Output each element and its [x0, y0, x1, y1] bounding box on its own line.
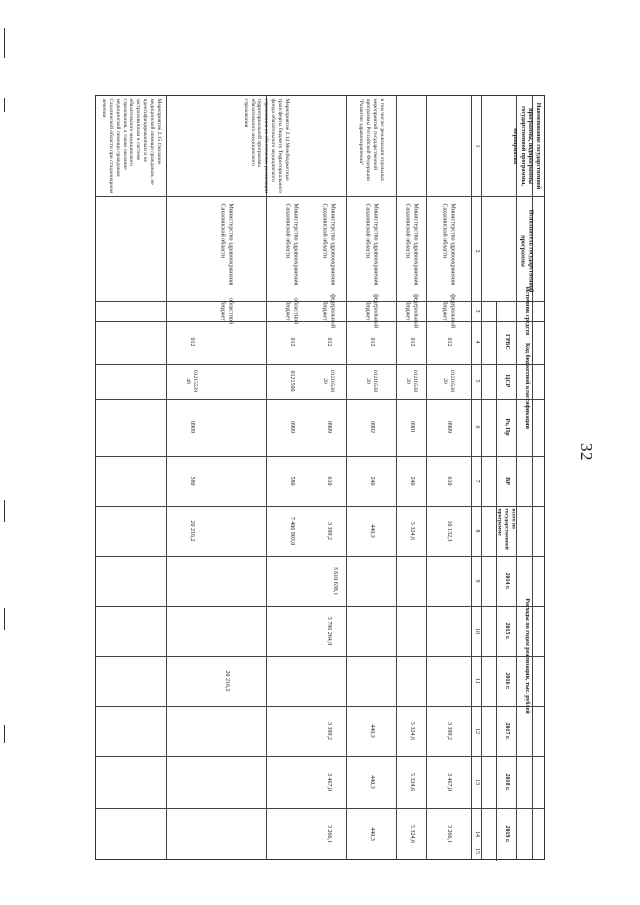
- row-2016: 20 216,2: [223, 670, 230, 692]
- column-number: 13: [473, 779, 480, 785]
- row-line: [266, 96, 267, 859]
- row-grbs: 012: [288, 337, 295, 347]
- column-number: 9: [473, 579, 480, 583]
- row-rzpr: 0909: [325, 421, 332, 433]
- column-number: 4: [473, 340, 480, 344]
- header-year: 2018 г.: [503, 773, 510, 791]
- row-grbs: 012: [325, 337, 332, 347]
- column-number: 3: [473, 309, 480, 313]
- row-csr: 01215539 40: [185, 370, 198, 392]
- margin-mark: [4, 98, 5, 112]
- row-grbs: 012: [408, 337, 415, 347]
- col-line: [96, 506, 544, 507]
- row-2017: 440,3: [368, 724, 375, 738]
- page-number: 32: [577, 443, 596, 461]
- row-rzpr: 0901: [408, 421, 415, 433]
- row-line: [481, 96, 482, 859]
- col-line: [96, 456, 544, 457]
- column-number: 12: [473, 728, 480, 734]
- row-name: Мероприятие 2.14 Межбюджетные трансферты бюджету Территориального фонда обязательного медицинского страхования на обеспечение реализации территориальной программы обязательного медицинского страхования: [242, 98, 291, 193]
- column-number: 7: [473, 479, 480, 483]
- row-rzpr: 0909: [288, 421, 295, 433]
- col-line: [96, 556, 544, 557]
- header-kbk: Код бюджетной классификации: [523, 343, 530, 429]
- row-source: федеральный бюджет: [405, 293, 419, 329]
- row-name: в том числе: реализация отдельных мероприятий государственной программы Российской Федерации "Развитие здравоохранения": [358, 98, 385, 182]
- header-year: 2015 г.: [503, 622, 510, 640]
- row-2017: 5 324,6: [408, 722, 415, 740]
- row-grbs: 012: [368, 337, 375, 347]
- row-line: [166, 96, 167, 859]
- row-total: 20 216,2: [188, 520, 195, 542]
- budget-table: [95, 95, 545, 860]
- row-executor: Министерство здравоохранения Сахалинской области: [365, 203, 379, 286]
- row-2019: 440,3: [368, 827, 375, 841]
- row-source: федеральный бюджет: [365, 293, 379, 329]
- col-line: [96, 706, 544, 707]
- row-executor: Министерство здравоохранения Сахалинской области: [442, 203, 456, 286]
- margin-mark: [4, 28, 5, 58]
- header-vr: ВР: [503, 477, 510, 485]
- header-col2: Исполнитель государственной программы: [520, 209, 534, 293]
- row-line: [496, 301, 497, 861]
- row-line: [471, 96, 472, 859]
- row-source: федеральный бюджет: [442, 293, 456, 329]
- margin-mark: [4, 500, 5, 522]
- row-executor: Министерство здравоохранения Сахалинской области: [322, 203, 336, 286]
- row-2017: 3 399,2: [445, 722, 452, 740]
- row-2018: 5 324,6: [408, 773, 415, 791]
- row-vr: 580: [288, 476, 295, 486]
- row-total: 3 399,2: [325, 522, 332, 540]
- header-col3: Источник средств: [523, 286, 530, 336]
- column-number: 10: [473, 628, 480, 634]
- row-total: 5 324,6: [408, 522, 415, 540]
- row-rzpr: 0909: [188, 421, 195, 433]
- row-csr: 01216538 20: [322, 370, 335, 392]
- column-number: 2: [473, 249, 480, 253]
- row-2019: 5 324,6: [408, 825, 415, 843]
- column-number: 8: [473, 529, 480, 533]
- row-csr: 01216538 20: [365, 370, 378, 392]
- row-total: 7 406 903,0: [288, 516, 295, 546]
- row-line: [516, 96, 517, 859]
- column-number: 11: [473, 678, 480, 684]
- header-year: 2017 г.: [503, 722, 510, 740]
- col-line: [96, 399, 544, 400]
- header-expenses: Расходы по годам реализации, тыс. рублей: [523, 598, 530, 714]
- row-source: федеральный бюджет: [322, 293, 336, 329]
- row-vr: 580: [188, 476, 195, 486]
- row-source: областной бюджет: [220, 297, 234, 325]
- row-source: областной бюджет: [285, 297, 299, 325]
- column-number: 1: [473, 144, 480, 148]
- col-line: [96, 656, 544, 657]
- row-vr: 610: [325, 476, 332, 486]
- row-2018: 440,3: [368, 775, 375, 789]
- column-number: 6: [473, 425, 480, 429]
- column-number: 15: [473, 848, 480, 854]
- row-vr: 240: [368, 476, 375, 486]
- row-line: [396, 96, 397, 859]
- column-number: 14: [473, 831, 480, 837]
- row-line: [426, 96, 427, 859]
- row-grbs: 012: [188, 337, 195, 347]
- row-grbs: 012: [445, 337, 452, 347]
- col-line: [96, 606, 544, 607]
- row-2019: 3 266,1: [445, 825, 452, 843]
- row-total: 10 132,3: [445, 520, 452, 542]
- row-2019: 3 266,1: [325, 825, 332, 843]
- header-grbs: ГРБС: [503, 334, 510, 350]
- row-rzpr: 0902: [368, 421, 375, 433]
- col-line: [96, 756, 544, 757]
- column-number: 5: [473, 379, 480, 383]
- row-rzpr: 0909: [445, 421, 452, 433]
- row-2017: 3 399,2: [325, 722, 332, 740]
- header-csr: ЦСР: [503, 374, 510, 388]
- row-total: 440,3: [368, 524, 375, 538]
- col-line: [96, 364, 544, 365]
- row-2014: 3 610 638,1: [331, 566, 338, 596]
- header-year: 2019 г.: [503, 825, 510, 843]
- header-year: 2016 г.: [503, 672, 510, 690]
- col-line: [96, 196, 544, 197]
- row-vr: 240: [408, 476, 415, 486]
- row-csr: 01216538 20: [442, 370, 455, 392]
- row-csr: 01216538 20: [405, 370, 418, 392]
- margin-mark: [4, 608, 5, 630]
- margin-mark: [4, 725, 5, 743]
- row-executor: Министерство здравоохранения Сахалинской области: [220, 203, 234, 286]
- row-2018: 3 467,0: [325, 773, 332, 791]
- row-2015: 3 796 264,9: [325, 616, 332, 646]
- row-name: Мероприятие 2.15 Оказание медицинской помощи гражданам, не идентифицированным и не застрахованным в системе обязательного медицинского страхования, а также оказание медицинской помощи гражданам Сахалинской области при стационарном лечении: [100, 98, 162, 194]
- header-col1: Наименование государственной программы, подпрограммы государственной программы, мероприятия: [512, 102, 541, 190]
- row-csr: 0121500: [288, 370, 295, 392]
- row-executor: Министерство здравоохранения Сахалинской области: [405, 203, 419, 286]
- row-vr: 610: [445, 476, 452, 486]
- row-executor: Министерство здравоохранения Сахалинской области: [285, 203, 299, 286]
- header-total: всего по государственной программе: [496, 508, 517, 550]
- row-line: [346, 96, 347, 859]
- header-rzpr: Рз, Пр: [503, 418, 510, 436]
- row-2018: 3 467,0: [445, 773, 452, 791]
- header-year: 2014 г.: [503, 572, 510, 590]
- col-line: [96, 808, 544, 809]
